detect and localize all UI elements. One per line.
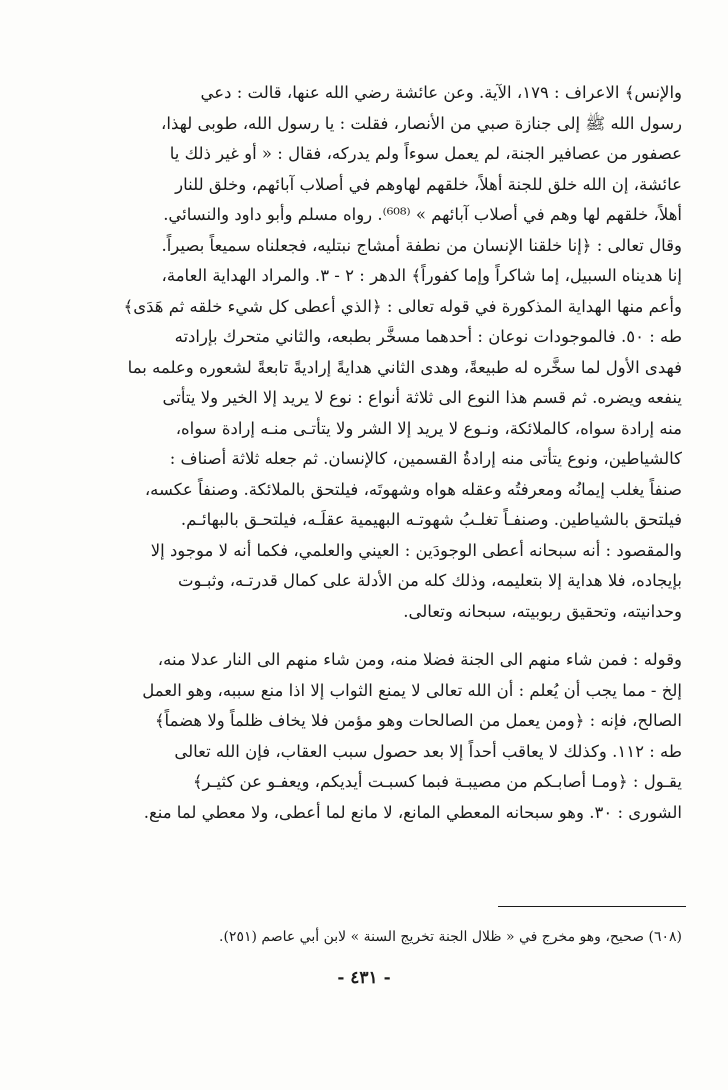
text-line: الصالح، فإنه : ﴿ومن يعمل من الصالحات وهو مؤمن فلا يخاف ظلماً ولا هضماً﴾ bbox=[154, 711, 682, 730]
footnote-divider bbox=[498, 906, 686, 907]
footnote: (٦٠٨) صحيح، وهو مخرج في « ظلال الجنة تخريج السنة » لابن أبي عاصم (٢٥١). bbox=[219, 929, 682, 945]
text-line: إنا هديناه السبيل، إما شاكراً وإما كفوراً﴾ الدهر : ٢ - ٣. والمراد الهداية العامة، bbox=[161, 266, 682, 285]
text-line: إلخ - مما يجب أن يُعلم : أن الله تعالى لا يمنع الثواب إلا اذا منع سببه، وهو العمل bbox=[142, 680, 682, 700]
text-line: فيلتحق بالشياطين. وصنفـاً تغلـبُ شهوتـه البهيمية عقلَـه، فيلتحـق بالبهائـم. bbox=[180, 510, 682, 529]
text-line: فهدى الأول لما سخَّره له طبيعةً، وهدى الثاني هدايةً إراديةً تابعةً لشعوره وعلمه بما bbox=[127, 357, 682, 377]
text-line: وحدانيته، وتحقيق ربوبيته، سبحانه وتعالى. bbox=[403, 601, 682, 621]
text-line: طه : ٥٠. فالموجودات نوعان : أحدهما مسخَّر بطبعه، والثاني متحرك بإرادته bbox=[174, 327, 682, 346]
text-line: أهلاً، خلقهم لها وهم في أصلاب آبائهم » ⁽⁶⁰⁸⁾. رواه مسلم وأبو داود والنسائي. bbox=[163, 205, 682, 224]
text-line: منه إرادة سواه، كالملائكة، ونـوع لا يريد إلا الشر ولا يتأتـى منـه إرادة سواه، bbox=[175, 418, 682, 438]
page-number: - ٤٣١ - bbox=[337, 968, 391, 988]
text-line: طه : ١١٢. وكذلك لا يعاقب أحداً إلا بعد حصول سبب العقاب، فإن الله تعالى bbox=[174, 741, 682, 761]
paragraph-1 bbox=[42, 78, 682, 627]
text-line: عائشة، إن الله خلق للجنة أهلاً، خلقهم لهاوهم في أصلاب آبائهم، وخلق للنار bbox=[175, 174, 682, 194]
text-line: عصفور من عصافير الجنة، لم يعمل سوءاً ولم يدركه، فقال : « أو غير ذلك يا bbox=[169, 144, 682, 163]
text-line: وأعم منها الهداية المذكورة في قوله تعالى : ﴿الذي أعطى كل شيء خلقه ثم هَدَى﴾ bbox=[123, 296, 682, 316]
text-line: صنفاً يغلب إيمانُه ومعرفتُه وعقله هواه وشهوتَه، فيلتحق بالملائكة. وصنفاً عكسه، bbox=[144, 479, 682, 499]
paragraph-2 bbox=[42, 645, 682, 828]
text-line: وقوله : فمن شاء منهم الى الجنة فضلا منه، ومن شاء منهم الى النار عدلا منه، bbox=[157, 650, 682, 669]
text-line: وقال تعالى : ﴿إنا خلقنا الإنسان من نطفة أمشاج نبتليه، فجعلناه سميعاً بصيراً. bbox=[161, 235, 682, 255]
text-line: والإنس﴾ الاعراف : ١٧٩، الآية. وعن عائشة رضي الله عنها، قالت : دعي bbox=[200, 83, 682, 102]
text-line: بإيجاده، فلا هداية إلا بتعليمه، وذلك كله من الأدلة على كمال قدرتـه، وثبـوت bbox=[178, 571, 682, 590]
text-line: والمقصود : أنه سبحانه أعطى الوجودَين : العيني والعلمي، فكما أنه لا موجود إلا bbox=[150, 540, 682, 560]
text-line: ينفعه ويضره. ثم قسم هذا النوع الى ثلاثة أنواع : نوع لا يريد إلا الخير ولا يتأتى bbox=[162, 388, 682, 407]
page-body bbox=[42, 78, 682, 828]
text-line: يقـول : ﴿ومـا أصابـكم من مصيبـة فبما كسبـت أيديكم، ويعفـو عن كثيـر﴾ bbox=[192, 772, 682, 791]
text-line: الشورى : ٣٠. وهو سبحانه المعطي المانع، لا مانع لما أعطى، ولا معطي لما منع. bbox=[143, 802, 682, 822]
text-line: كالشياطين، ونوع يتأتى منه إرادةُ القسمين، كالإنسان. ثم جعله ثلاثة أصناف : bbox=[169, 449, 682, 468]
text-line: رسول الله ﷺ إلى جنازة صبي من الأنصار، فقلت : يا رسول الله، طوبى لهذا، bbox=[161, 113, 682, 133]
